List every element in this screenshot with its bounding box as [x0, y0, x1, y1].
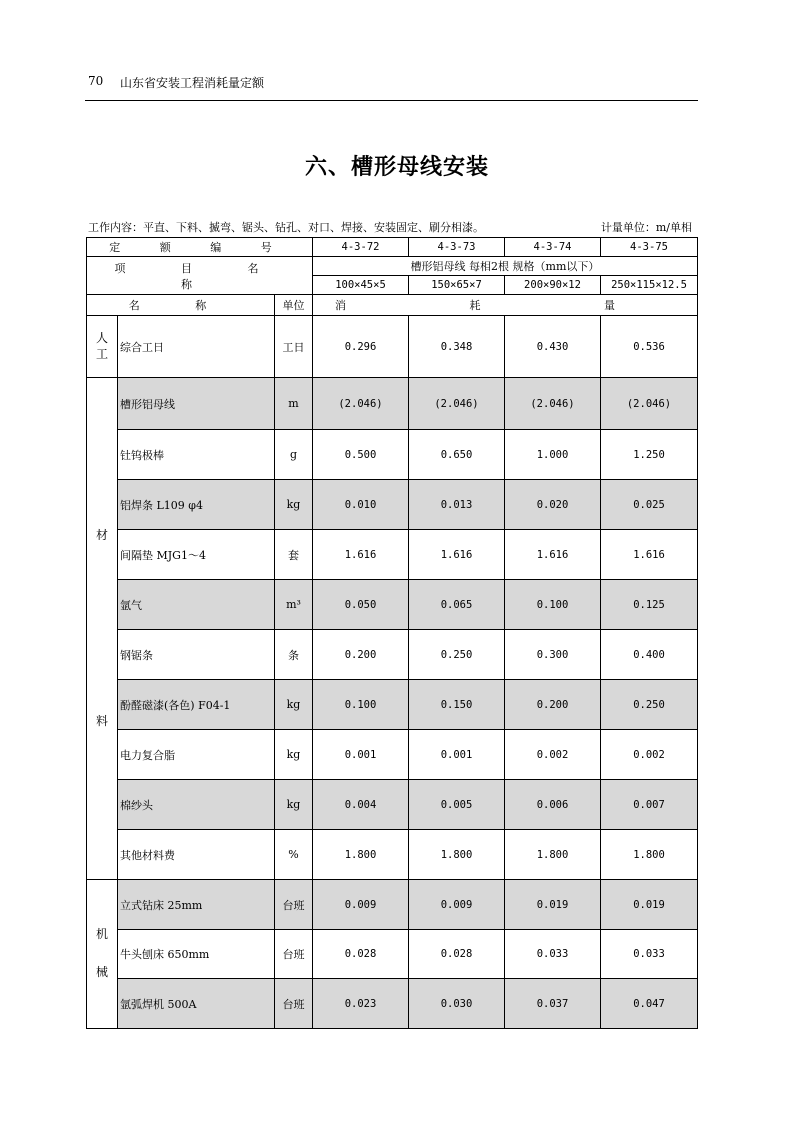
- item-name: 铝焊条 L109 φ4: [118, 480, 275, 530]
- spec-value: 150×65×7: [409, 276, 505, 295]
- table-row: [87, 630, 698, 680]
- consumption-value: 0.023: [313, 979, 409, 1029]
- item-unit: kg: [275, 780, 313, 830]
- consumption-value: 0.200: [313, 630, 409, 680]
- item-name: 间隔垫 MJG1～4: [118, 530, 275, 580]
- item-unit: 台班: [275, 930, 313, 979]
- consumption-value: 0.007: [601, 780, 698, 830]
- table-row: [87, 378, 698, 430]
- table-row: [87, 680, 698, 730]
- consumption-value: 1.800: [409, 830, 505, 880]
- item-unit: kg: [275, 680, 313, 730]
- category-label: 人工: [87, 316, 118, 378]
- consumption-value: 0.028: [409, 930, 505, 979]
- item-name-label: 项 目 名 称: [87, 257, 313, 295]
- category-label: 机 械: [87, 880, 118, 1029]
- consumption-value: 0.010: [313, 480, 409, 530]
- quota-label: 定 额 编 号: [87, 238, 313, 257]
- item-name: 钢锯条: [118, 630, 275, 680]
- consumption-value: 0.002: [601, 730, 698, 780]
- consumption-value: 0.536: [601, 316, 698, 378]
- consumption-value: (2.046): [313, 378, 409, 430]
- consumption-value: 0.250: [409, 630, 505, 680]
- item-name: 酚醛磁漆(各色) F04-1: [118, 680, 275, 730]
- consumption-value: 0.050: [313, 580, 409, 630]
- consumption-value: 0.020: [505, 480, 601, 530]
- consumption-value: 0.009: [313, 880, 409, 930]
- consumption-value: 0.030: [409, 979, 505, 1029]
- consumption-value: 0.005: [409, 780, 505, 830]
- consumption-value: 0.296: [313, 316, 409, 378]
- item-unit: 台班: [275, 979, 313, 1029]
- consumption-value: 0.250: [601, 680, 698, 730]
- work-content: 工作内容：平直、下料、揻弯、锯头、钻孔、对口、焊接、安装固定、刷分相漆。: [88, 221, 484, 234]
- spec-value: 100×45×5: [313, 276, 409, 295]
- item-unit: %: [275, 830, 313, 880]
- item-unit: 台班: [275, 880, 313, 930]
- item-unit: 套: [275, 530, 313, 580]
- spec-value: 200×90×12: [505, 276, 601, 295]
- table-row: [87, 580, 698, 630]
- item-unit: m: [275, 378, 313, 430]
- spec-value: 250×115×12.5: [601, 276, 698, 295]
- consumption-value: 0.125: [601, 580, 698, 630]
- consumption-value: 0.500: [313, 430, 409, 480]
- consumption-value: 0.033: [505, 930, 601, 979]
- consumption-value: (2.046): [505, 378, 601, 430]
- quota-table: [86, 237, 698, 1029]
- consumption-value: 0.019: [505, 880, 601, 930]
- consumption-value: 0.065: [409, 580, 505, 630]
- consumption-value: 0.430: [505, 316, 601, 378]
- consumption-value: 0.009: [409, 880, 505, 930]
- table-row: [87, 430, 698, 480]
- item-name: 棉纱头: [118, 780, 275, 830]
- item-unit: kg: [275, 730, 313, 780]
- consumption-value: 1.000: [505, 430, 601, 480]
- item-name: 氩气: [118, 580, 275, 630]
- consumption-value: 0.150: [409, 680, 505, 730]
- quota-code: 4-3-75: [601, 238, 698, 257]
- consumption-value: 1.616: [409, 530, 505, 580]
- consumption-value: (2.046): [601, 378, 698, 430]
- consumption-value: 1.616: [505, 530, 601, 580]
- item-name: 其他材料费: [118, 830, 275, 880]
- consumption-value: 1.800: [505, 830, 601, 880]
- item-name: 立式钻床 25mm: [118, 880, 275, 930]
- header-divider: [85, 100, 698, 101]
- table-row: [87, 930, 698, 979]
- spec-header: 槽形铝母线 每相2根 规格（mm以下）: [313, 257, 698, 276]
- table-row: [87, 979, 698, 1029]
- consumption-value: 1.800: [601, 830, 698, 880]
- consumption-value: 1.800: [313, 830, 409, 880]
- consumption-value: 0.400: [601, 630, 698, 680]
- consumption-value: 0.028: [313, 930, 409, 979]
- consumption-value: 0.300: [505, 630, 601, 680]
- unit-column-header: 单位: [275, 295, 313, 316]
- item-name: 钍钨极棒: [118, 430, 275, 480]
- table-row: [87, 530, 698, 580]
- consumption-value: 0.650: [409, 430, 505, 480]
- name-column-header: 名 称: [87, 295, 275, 316]
- quota-code: 4-3-74: [505, 238, 601, 257]
- table-row: [87, 780, 698, 830]
- category-label: 材 料: [87, 378, 118, 880]
- consumption-value: 1.616: [601, 530, 698, 580]
- item-name: 氩弧焊机 500A: [118, 979, 275, 1029]
- consumption-value: 0.348: [409, 316, 505, 378]
- consumption-value: (2.046): [409, 378, 505, 430]
- page-number: 70: [88, 74, 104, 88]
- table-row: [87, 830, 698, 880]
- consumption-value: 0.100: [313, 680, 409, 730]
- consumption-value: 0.004: [313, 780, 409, 830]
- item-name: 牛头刨床 650mm: [118, 930, 275, 979]
- consumption-value: 0.033: [601, 930, 698, 979]
- table-row: [87, 316, 698, 378]
- consumption-value: 0.013: [409, 480, 505, 530]
- item-name: 电力复合脂: [118, 730, 275, 780]
- consumption-column-header: 消 耗 量: [313, 295, 698, 316]
- consumption-value: 1.250: [601, 430, 698, 480]
- table-row: [87, 730, 698, 780]
- table-row: [87, 480, 698, 530]
- consumption-value: 0.001: [409, 730, 505, 780]
- consumption-value: 0.002: [505, 730, 601, 780]
- consumption-value: 1.616: [313, 530, 409, 580]
- measurement-unit: 计量单位：m/单相: [600, 221, 692, 234]
- item-name: 综合工日: [118, 316, 275, 378]
- consumption-value: 0.006: [505, 780, 601, 830]
- quota-code: 4-3-72: [313, 238, 409, 257]
- table-row: [87, 880, 698, 930]
- item-unit: 条: [275, 630, 313, 680]
- item-unit: 工日: [275, 316, 313, 378]
- consumption-value: 0.019: [601, 880, 698, 930]
- quota-code: 4-3-73: [409, 238, 505, 257]
- consumption-value: 0.025: [601, 480, 698, 530]
- quota-code-row: [87, 238, 698, 257]
- consumption-value: 0.100: [505, 580, 601, 630]
- section-title: 六、槽形母线安装: [304, 154, 489, 180]
- page-header: [88, 74, 698, 96]
- consumption-value: 0.047: [601, 979, 698, 1029]
- item-unit: m³: [275, 580, 313, 630]
- item-name: 槽形铝母线: [118, 378, 275, 430]
- item-unit: kg: [275, 480, 313, 530]
- column-header-row: [87, 295, 698, 316]
- consumption-value: 0.001: [313, 730, 409, 780]
- book-title: 山东省安装工程消耗量定额: [120, 76, 265, 90]
- work-content-line: [88, 219, 698, 235]
- consumption-value: 0.037: [505, 979, 601, 1029]
- consumption-value: 0.200: [505, 680, 601, 730]
- item-unit: g: [275, 430, 313, 480]
- spec-header-row: [87, 257, 698, 276]
